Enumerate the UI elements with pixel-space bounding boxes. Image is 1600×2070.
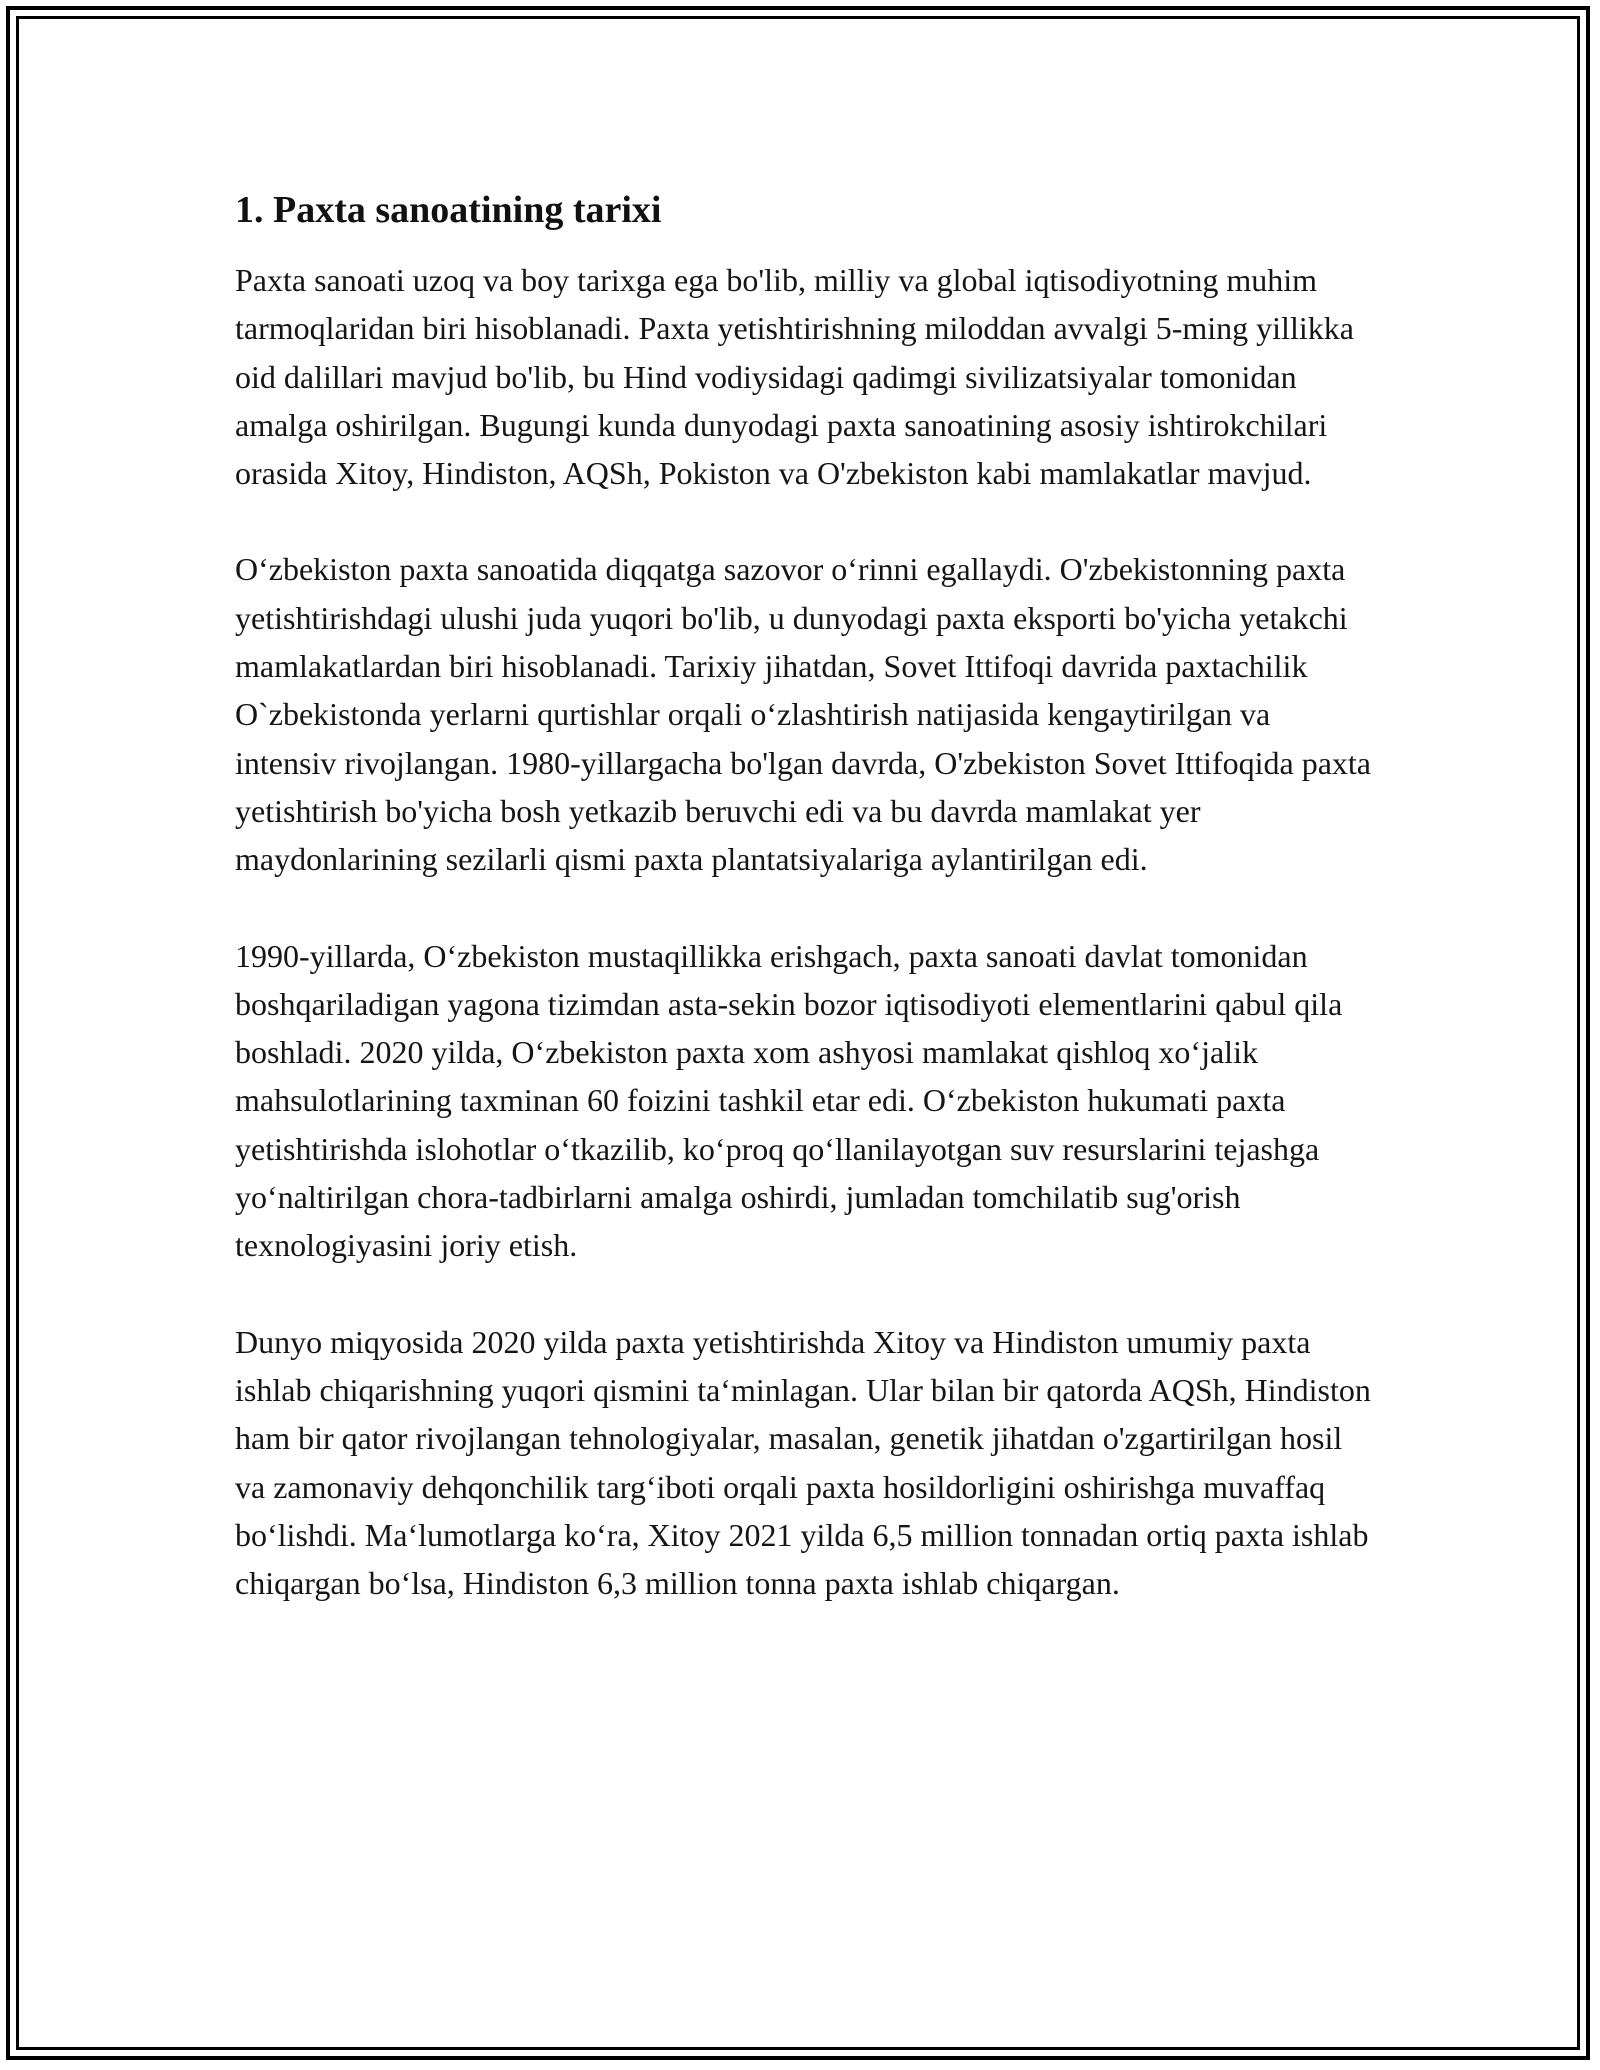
paragraph-world-production: Dunyo miqyosida 2020 yilda paxta yetishtirishda Xitoy va Hindiston umumiy paxta ishlab chiqarishning yuqori qismini ta‘minlagan. Ular bilan bir qatorda AQSh, Hindiston ham bir qator rivojlangan tehnologiyalar, masalan, genetik jihatdan o'zgartirilgan hosil va zamonaviy dehqonchilik targ‘iboti orqali paxta hosildorligini oshirishga muvaffaq bo‘lishdi. Ma‘lumotlarga ko‘ra, Xitoy 2021 yilda 6,5 million tonnadan ortiq paxta ishlab chiqargan bo‘lsa, Hindiston 6,3 million tonna paxta ishlab chiqargan. — [235, 1323, 1371, 1602]
document-body — [235, 186, 1375, 1655]
paragraph-uzbekistan-role: O‘zbekiston paxta sanoatida diqqatga sazovor o‘rinni egallaydi. O'zbekistonning paxta yetishtirishdagi ulushi juda yuqori bo'lib, u dunyodagi paxta eksporti bo'yicha yetakchi mamlakatlardan biri hisoblanadi. Tarixiy jihatdan, Sovet Ittifoqi davrida paxtachilik O`zbekistonda yerlarni qurtishlar orqali o‘zlashtirish natijasida kengaytirilgan va intensiv rivojlangan. 1980-yillargacha bo'lgan davrda, O'zbekiston Sovet Ittifoqida paxta yetishtirish bo'yicha bosh yetkazib beruvchi edi va bu davrda mamlakat yer maydonlarining sezilarli qismi paxta plantatsiyalariga aylantirilgan edi. — [235, 551, 1371, 878]
section-heading: 1. Paxta sanoatining tarixi — [235, 189, 662, 231]
paragraph-history-overview: Paxta sanoati uzoq va boy tarixga ega bo'lib, milliy va global iqtisodiyotning muhim tarmoqlaridan biri hisoblanadi. Paxta yetishtirishning miloddan avvalgi 5-ming yillikka oid dalillari mavjud bo'lib, bu Hind vodiysidagi qadimgi sivilizatsiyalar tomonidan amalga oshirilgan. Bugungi kunda dunyodagi paxta sanoatining asosiy ishtirokchilari orasida Xitoy, Hindiston, AQSh, Pokiston va O'zbekiston kabi mamlakatlar mavjud. — [235, 262, 1354, 492]
paragraph-independence-reforms: 1990-yillarda, O‘zbekiston mustaqillikka erishgach, paxta sanoati davlat tomonidan boshqariladigan yagona tizimdan asta-sekin bozor iqtisodiyoti elementlarini qabul qila boshladi. 2020 yilda, O‘zbekiston paxta xom ashyosi mamlakat qishloq xo‘jalik mahsulotlarining taxminan 60 foizini tashkil etar edi. O‘zbekiston hukumati paxta yetishtirishda islohotlar o‘tkazilib, ko‘proq qo‘llanilayotgan suv resurslarini tejashga yo‘naltirilgan chora-tadbirlarni amalga oshirdi, jumladan tomchilatib sug'orish texnologiyasini joriy etish. — [235, 937, 1343, 1264]
